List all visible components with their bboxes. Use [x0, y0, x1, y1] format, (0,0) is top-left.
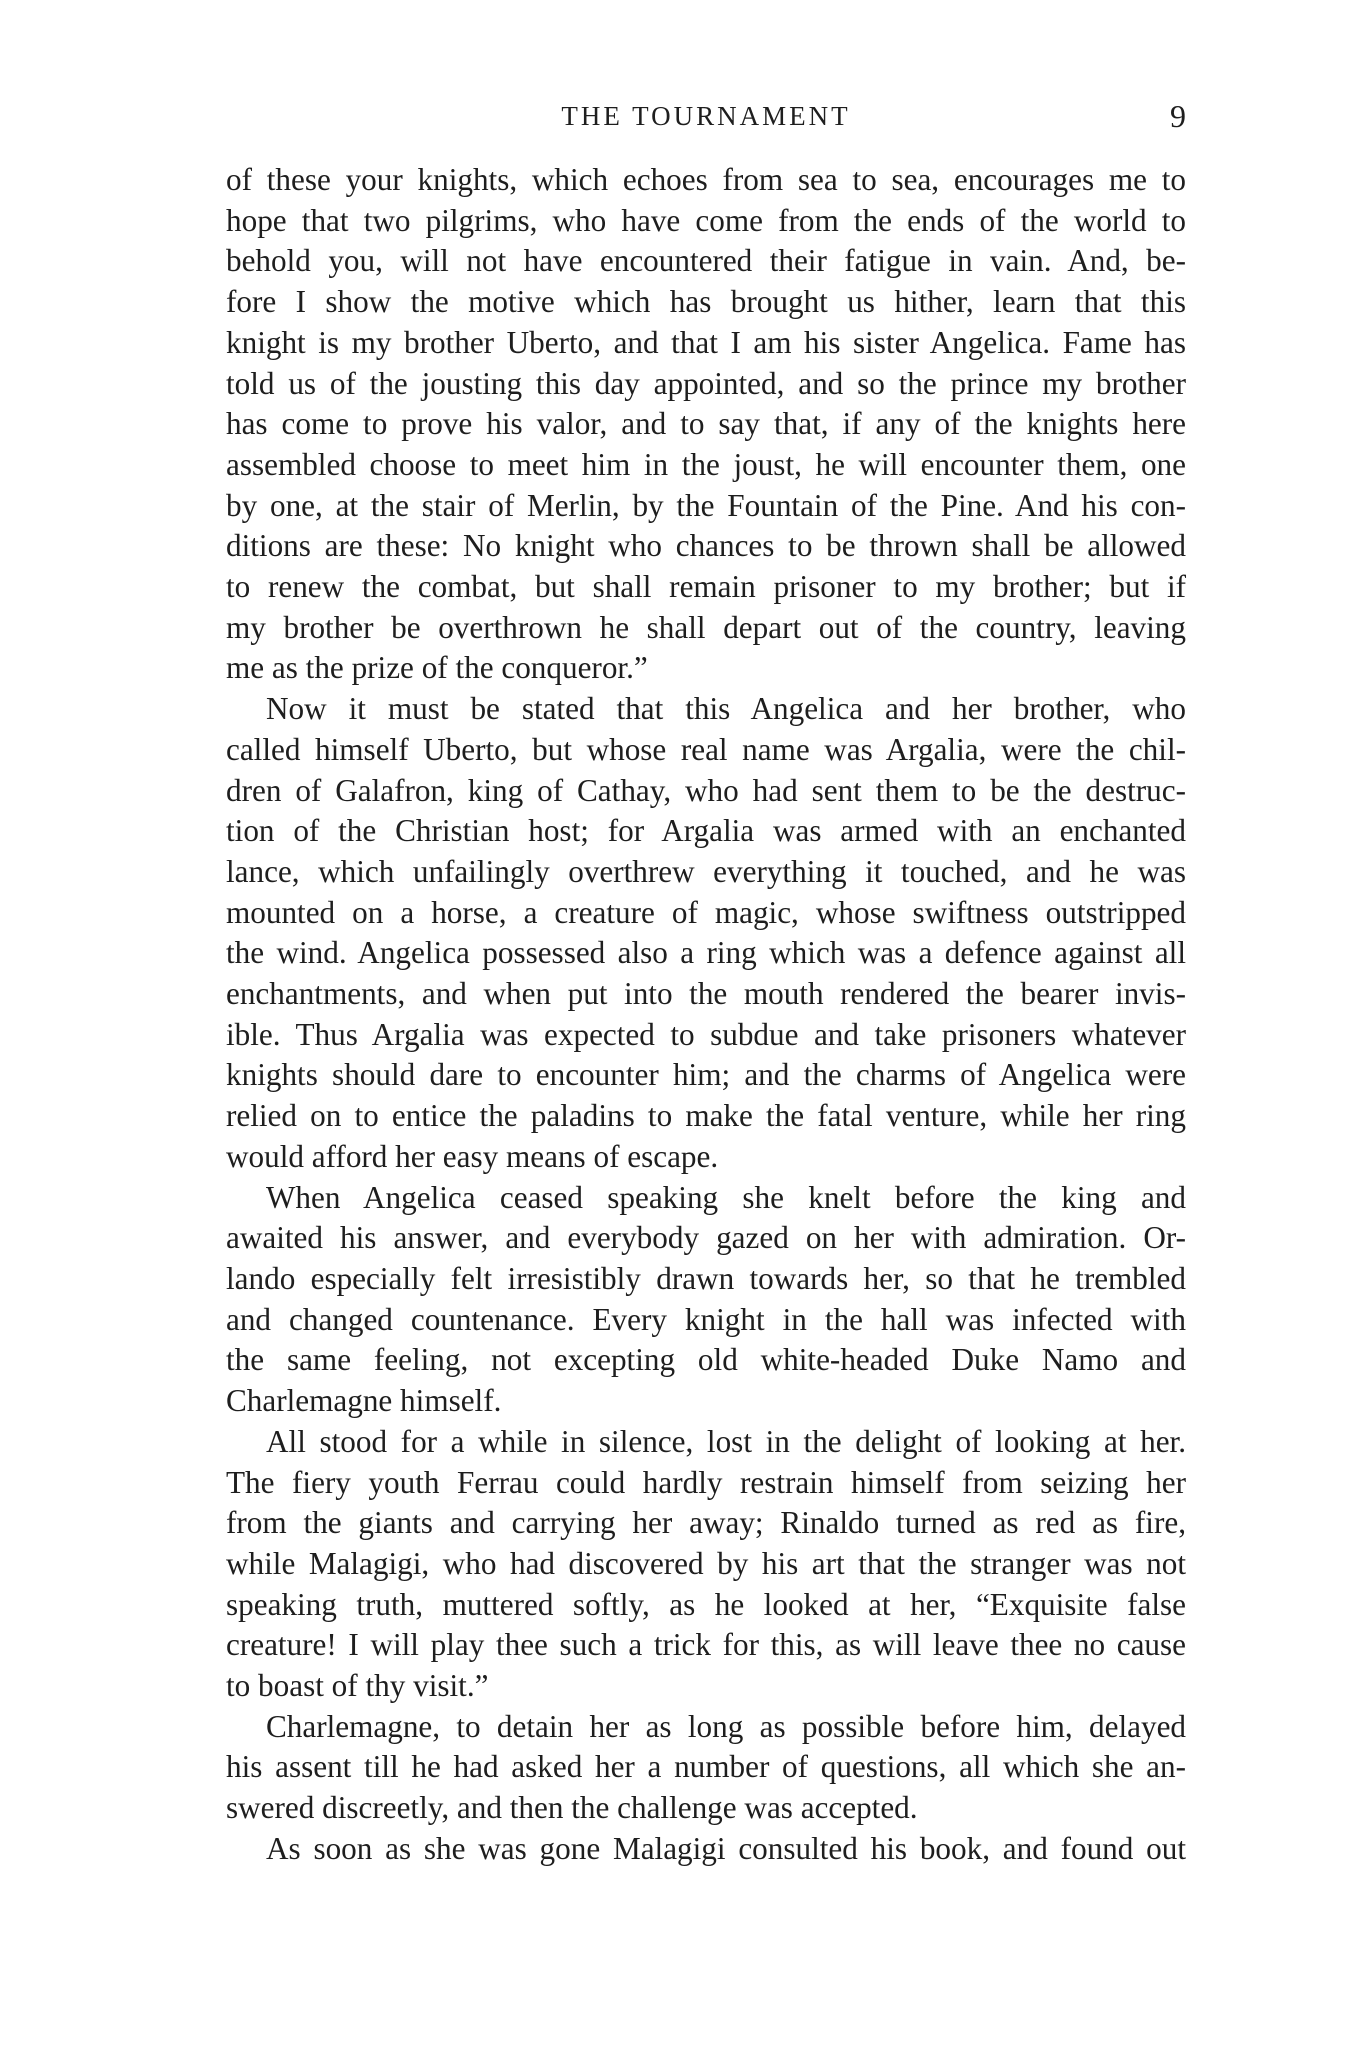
text-line: Charlemagne, to detain her as long as possible before him, delayed — [266, 1708, 1186, 1744]
text-line: by one, at the stair of Merlin, by the Fountain of the Pine. And his con- — [226, 487, 1186, 523]
text-line: his assent till he had asked her a number of questions, all which she an- — [226, 1749, 1186, 1785]
text-line: to boast of thy visit.” — [226, 1668, 489, 1704]
text-line: knight is my brother Uberto, and that I am his sister Angelica. Fame has — [226, 324, 1186, 360]
text-line: told us of the jousting this day appointed, and so the prince my brother — [226, 365, 1186, 401]
text-line: knights should dare to encounter him; and the charms of Angelica were — [226, 1057, 1186, 1093]
text-line: has come to prove his valor, and to say that, if any of the knights here — [226, 406, 1186, 442]
text-line: lando especially felt irresistibly drawn towards her, so that he trembled — [226, 1260, 1186, 1296]
text-line: speaking truth, muttered softly, as he looked at her, “Exquisite false — [226, 1586, 1186, 1622]
text-line: while Malagigi, who had discovered by his art that the stranger was not — [226, 1545, 1186, 1581]
text-line: dren of Galafron, king of Cathay, who had sent them to be the destruc- — [226, 772, 1186, 808]
text-line: to renew the combat, but shall remain prisoner to my brother; but if — [226, 569, 1186, 605]
text-line: of these your knights, which echoes from sea to sea, encourages me to — [226, 162, 1186, 197]
text-line: fore I show the motive which has brought us hither, learn that this — [226, 284, 1186, 320]
running-header — [226, 96, 1186, 136]
text-line: creature! I will play thee such a trick for this, as will leave thee no cause — [226, 1627, 1186, 1663]
text-line: me as the prize of the conqueror.” — [226, 650, 648, 686]
text-line: When Angelica ceased speaking she knelt before the king and — [266, 1179, 1186, 1215]
body-text — [226, 160, 1186, 1870]
text-line: from the giants and carrying her away; Rinaldo turned as red as fire, — [226, 1505, 1186, 1541]
page-number: 9 — [1170, 98, 1186, 134]
text-line: the same feeling, not excepting old white-headed Duke Namo and — [226, 1342, 1186, 1378]
text-line: behold you, will not have encountered their fatigue in vain. And, be- — [226, 243, 1186, 279]
text-line: and changed countenance. Every knight in the hall was infected with — [226, 1301, 1186, 1337]
text-line: would afford her easy means of escape. — [226, 1138, 719, 1174]
text-line: relied on to entice the paladins to make the fatal venture, while her ring — [226, 1098, 1186, 1134]
text-line: hope that two pilgrims, who have come from the ends of the world to — [226, 202, 1186, 238]
text-line: mounted on a horse, a creature of magic, whose swiftness outstripped — [226, 894, 1186, 930]
text-line: Now it must be stated that this Angelica and her brother, who — [266, 691, 1186, 727]
text-line: ditions are these: No knight who chances to be thrown shall be allowed — [226, 528, 1186, 564]
text-line: The fiery youth Ferrau could hardly restrain himself from seizing her — [226, 1464, 1186, 1500]
text-line: called himself Uberto, but whose real name was Argalia, were the chil- — [226, 731, 1186, 767]
text-line: As soon as she was gone Malagigi consulted his book, and found out — [266, 1830, 1186, 1866]
text-line: lance, which unfailingly overthrew everything it touched, and he was — [226, 853, 1186, 889]
text-line: Charlemagne himself. — [226, 1383, 502, 1419]
text-line: enchantments, and when put into the mouth rendered the bearer invis- — [226, 976, 1186, 1012]
text-line: tion of the Christian host; for Argalia was armed with an enchanted — [226, 813, 1186, 849]
text-line: ible. Thus Argalia was expected to subdue and take prisoners whatever — [226, 1016, 1186, 1052]
text-line: swered discreetly, and then the challenge was accepted. — [226, 1790, 918, 1826]
running-title: THE TOURNAMENT — [561, 101, 851, 131]
text-line: the wind. Angelica possessed also a ring which was a defence against all — [226, 935, 1186, 971]
text-line: awaited his answer, and everybody gazed on her with admiration. Or- — [226, 1220, 1186, 1256]
text-line: my brother be overthrown he shall depart out of the country, leaving — [226, 609, 1186, 645]
text-line: All stood for a while in silence, lost in the delight of looking at her. — [266, 1423, 1186, 1459]
text-line: assembled choose to meet him in the joust, he will encounter them, one — [226, 446, 1186, 482]
